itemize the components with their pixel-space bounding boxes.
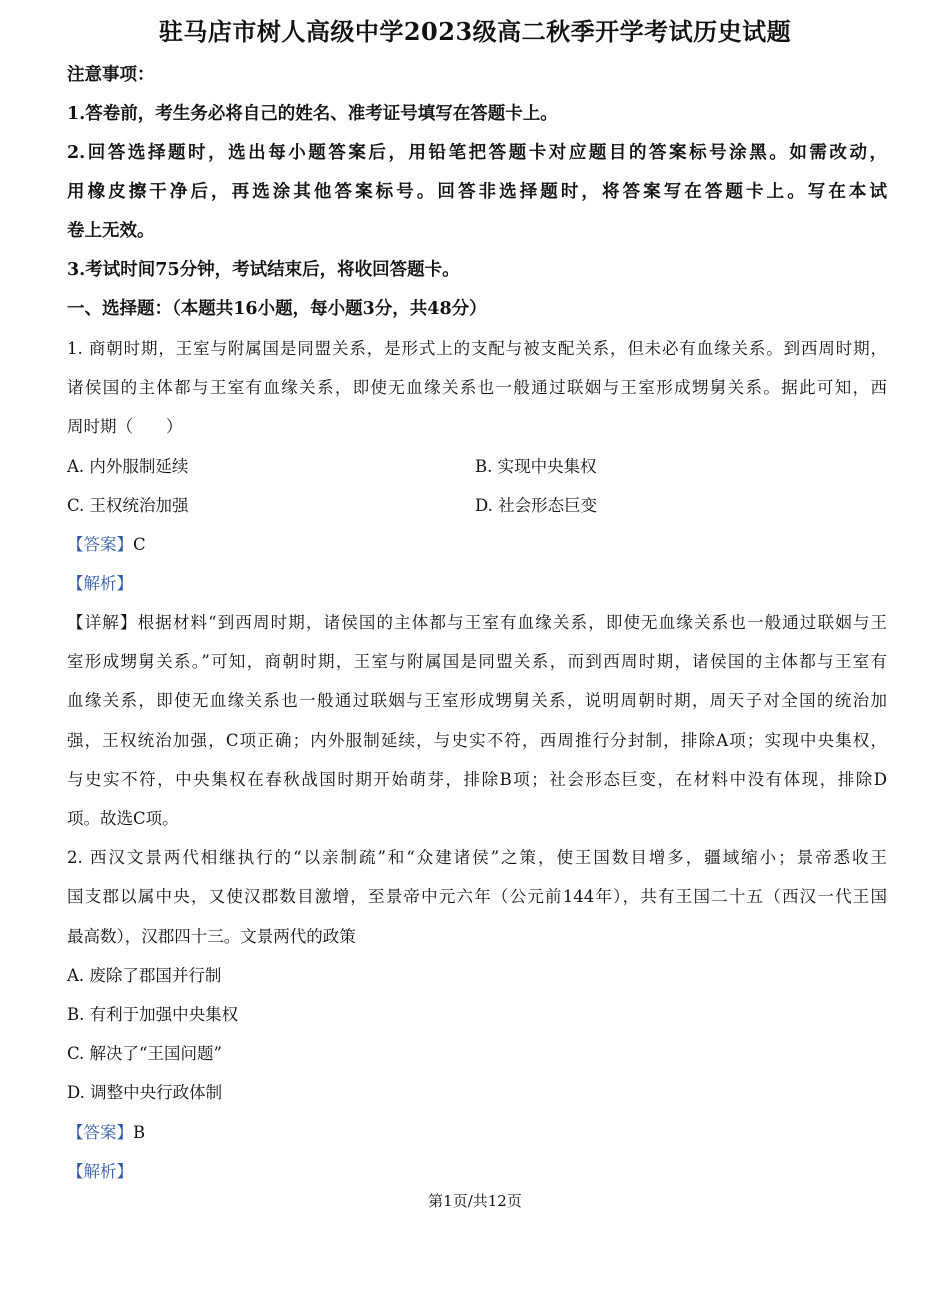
q1-option-a: A. 内外服制延续 bbox=[67, 457, 189, 476]
q2-option-b: B. 有利于加强中央集权 bbox=[67, 1005, 239, 1024]
q2-stem-line-2: 国支郡以属中央，又使汉郡数目激增，至景帝中元六年（公元前144年），共有王国二十五（西汉一代王国 bbox=[67, 887, 887, 906]
q2-option-d: D. 调整中央行政体制 bbox=[67, 1083, 223, 1102]
q2-option-a: A. 废除了郡国并行制 bbox=[67, 966, 222, 985]
q2-stem-line-3: 最高数），汉郡四十三。文景两代的政策 bbox=[67, 927, 356, 946]
q1-detail-text-1: 根据材料“到西周时期，诸侯国的主体都与王室有血缘关系，即使无血缘关系也一般通过联姻与王 bbox=[137, 613, 888, 632]
q1-detail-tag: 【详解】 bbox=[67, 613, 138, 632]
notice-item-2-line-3: 卷上无效。 bbox=[67, 221, 155, 241]
q2-option-c: C. 解决了“王国问题” bbox=[67, 1044, 222, 1063]
q1-option-b: B. 实现中央集权 bbox=[475, 457, 597, 476]
q2-answer-value: B bbox=[133, 1123, 146, 1142]
q2-stem-line-1: 2. 西汉文景两代相继执行的“以亲制疏”和“众建诸侯”之策，使王国数目增多，疆域缩小；景帝悉收王 bbox=[67, 848, 887, 867]
q1-stem-line-2: 诸侯国的主体都与王室有血缘关系，即使无血缘关系也一般通过联姻与王室形成甥舅关系。据此可知，西 bbox=[67, 378, 887, 397]
notice-item-3: 3.考试时间75分钟，考试结束后，将收回答题卡。 bbox=[67, 260, 460, 280]
q1-detail-line-3: 血缘关系，即使无血缘关系也一般通过联姻与王室形成甥舅关系，说明周朝时期，周天子对全国的统治加 bbox=[67, 691, 887, 710]
q1-detail-line-5: 与史实不符，中央集权在春秋战国时期开始萌芽，排除B项；社会形态巨变，在材料中没有体现，排除D bbox=[67, 770, 887, 789]
notice-item-1: 1.答卷前，考生务必将自己的姓名、准考证号填写在答题卡上。 bbox=[67, 104, 558, 124]
q1-detail-line-6: 项。故选C项。 bbox=[67, 809, 179, 828]
q1-detail-line-2: 室形成甥舅关系。”可知，商朝时期，王室与附属国是同盟关系，而到西周时期，诸侯国的主体都与王室有 bbox=[67, 652, 887, 671]
q1-answer-tag: 【答案】 bbox=[67, 535, 133, 554]
q1-stem-line-3: 周时期（ ） bbox=[67, 417, 183, 436]
q1-detail-line-4: 强，王权统治加强，C项正确；内外服制延续，与史实不符，西周推行分封制，排除A项；实现中央集权， bbox=[67, 731, 887, 750]
q1-detail-line-1 bbox=[67, 612, 887, 634]
q2-answer bbox=[67, 1122, 887, 1144]
page-footer: 第1页/共12页 bbox=[428, 1192, 522, 1210]
q1-option-c: C. 王权统治加强 bbox=[67, 496, 189, 515]
q1-stem-line-1: 1. 商朝时期，王室与附属国是同盟关系，是形式上的支配与被支配关系，但未必有血缘关系。到西周时期， bbox=[67, 339, 887, 358]
q1-answer bbox=[67, 534, 887, 556]
q1-answer-value: C bbox=[133, 535, 146, 554]
notice-heading: 注意事项： bbox=[67, 65, 155, 85]
q2-answer-tag: 【答案】 bbox=[67, 1123, 133, 1142]
q2-analysis-tag: 【解析】 bbox=[67, 1162, 133, 1181]
q1-option-d: D. 社会形态巨变 bbox=[475, 496, 598, 515]
notice-item-2-line-1: 2.回答选择题时，选出每小题答案后，用铅笔把答题卡对应题目的答案标号涂黑。如需改动， bbox=[67, 143, 887, 163]
q1-analysis-tag: 【解析】 bbox=[67, 574, 133, 593]
notice-item-2-line-2: 用橡皮擦干净后，再选涂其他答案标号。回答非选择题时，将答案写在答题卡上。写在本试 bbox=[67, 182, 887, 202]
page-title: 驻马店市树人高级中学2023级高二秋季开学考试历史试题 bbox=[158, 17, 792, 46]
section-heading: 一、选择题：（本题共16小题，每小题3分，共48分） bbox=[67, 299, 487, 319]
